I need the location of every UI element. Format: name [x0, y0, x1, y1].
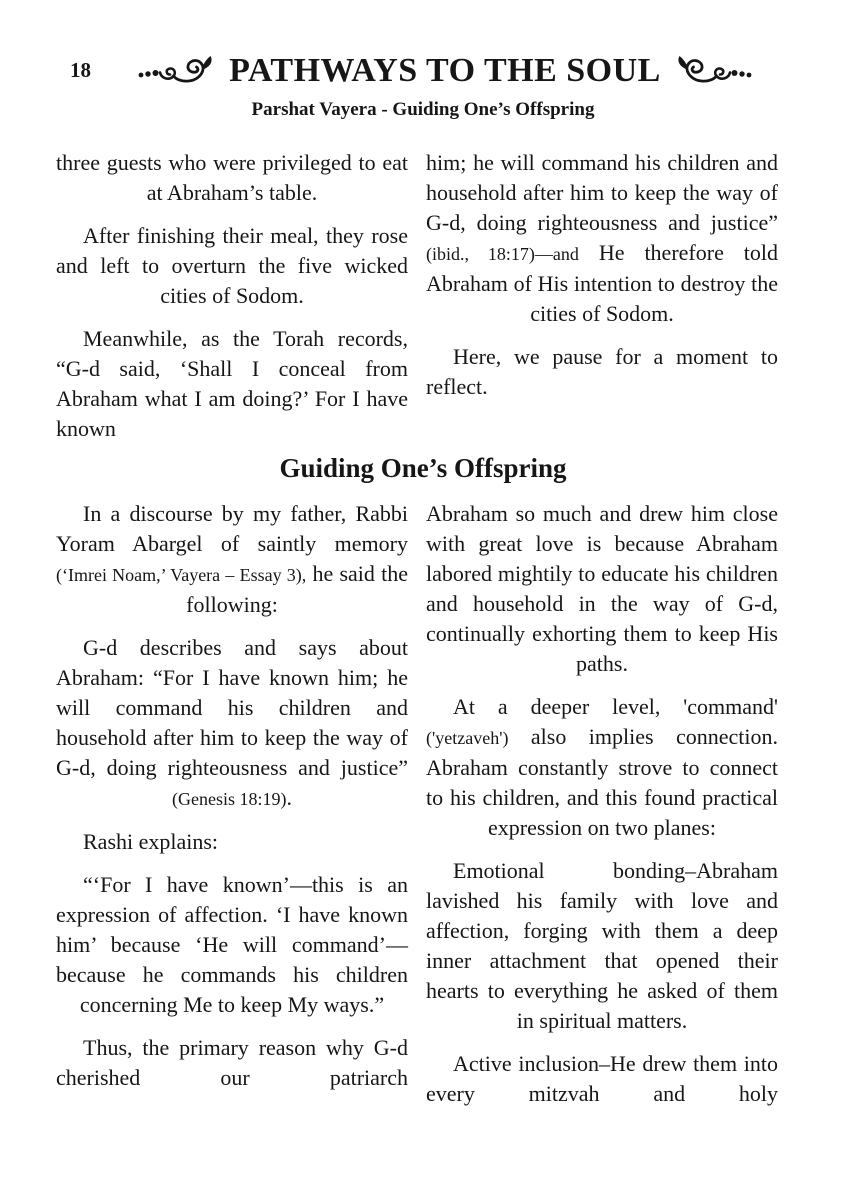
paragraph [56, 324, 408, 444]
column-bottom-right [426, 499, 778, 1109]
body-text: “‘For I have known’—this is an expression of affection. ‘I have known him’ because ‘He will command’—because he commands his children concerning Me to keep My ways.” [56, 872, 408, 1017]
paragraph [56, 827, 408, 857]
citation-text: (Genesis 18:19) [172, 789, 287, 809]
body-text: He therefore told Abraham of His intention to destroy the cities of Sodom. [426, 240, 778, 326]
body-text: At a deeper level, 'command' [453, 694, 778, 719]
column-top-right [426, 148, 778, 444]
page-number: 18 [70, 58, 91, 82]
body-text: three guests who were privileged to eat at Abraham’s table. [56, 150, 408, 205]
column-top-left [56, 148, 408, 444]
paragraph [56, 870, 408, 1020]
paragraph [426, 692, 778, 843]
paragraph [56, 633, 408, 814]
paragraph [426, 856, 778, 1036]
page-subtitle: Parshat Vayera - Guiding One’s Offspring [251, 99, 595, 120]
body-text: he said the following: [186, 561, 408, 617]
paragraph [56, 1033, 408, 1093]
bottom-section [0, 499, 846, 1109]
column-bottom-left [56, 499, 408, 1109]
body-text: G-d describes and says about Abraham: “For I have known him; he will command his children and household after him to keep the way of G-d, doing righteousness and justice” [56, 635, 408, 780]
body-text: Emotional bonding–Abraham lavished his family with love and affection, forging with them a deep inner attachment that opened their hearts to everything he asked of them in spiritual matters. [426, 858, 778, 1033]
citation-text: (ibid., 18:17)—and [426, 244, 579, 264]
body-text: Meanwhile, as the Torah records, “G-d said, ‘Shall I conceal from Abraham what I am doing?’ For I have known [56, 326, 408, 441]
citation-text: ('yetzaveh') [426, 728, 509, 748]
book-title: PATHWAYS TO THE SOUL [229, 52, 661, 89]
body-text: After finishing their meal, they rose and left to overturn the five wicked cities of Sodom. [56, 223, 408, 308]
citation-text: (‘Imrei Noam,’ Vayera – Essay 3), [56, 565, 307, 585]
paragraph [426, 1049, 778, 1109]
paragraph [426, 148, 778, 329]
page-header [0, 0, 846, 121]
body-text: also implies connection. Abraham constantly strove to connect to his children, and this found practical expression on two planes: [426, 724, 778, 840]
title-row [22, 48, 846, 92]
paragraph [56, 499, 408, 620]
body-text: Thus, the primary reason why G-d cherished our patriarch [56, 1035, 408, 1090]
body-text: In a discourse by my father, Rabbi Yoram Abargel of saintly memory [56, 501, 408, 556]
body-text: Abraham so much and drew him close with great love is because Abraham labored mightily to educate his children and household in the way of G-d, continually exhorting them to keep His paths. [426, 501, 778, 676]
body-text: Rashi explains: [83, 829, 219, 854]
paragraph [56, 148, 408, 208]
paragraph [426, 342, 778, 402]
scroll-flourish-right-icon [669, 55, 753, 85]
body-text: Active inclusion–He drew them into every mitzvah and holy [426, 1051, 778, 1106]
paragraph [56, 221, 408, 311]
body-text: him; he will command his children and household after him to keep the way of G-d, doing righteousness and justice” [426, 150, 778, 235]
body-text: Here, we pause for a moment to reflect. [426, 344, 778, 399]
section-heading: Guiding One’s Offspring [279, 453, 567, 483]
top-section [0, 148, 846, 444]
body-text: . [286, 785, 292, 810]
paragraph [426, 499, 778, 679]
scroll-flourish-left-icon [137, 55, 221, 85]
